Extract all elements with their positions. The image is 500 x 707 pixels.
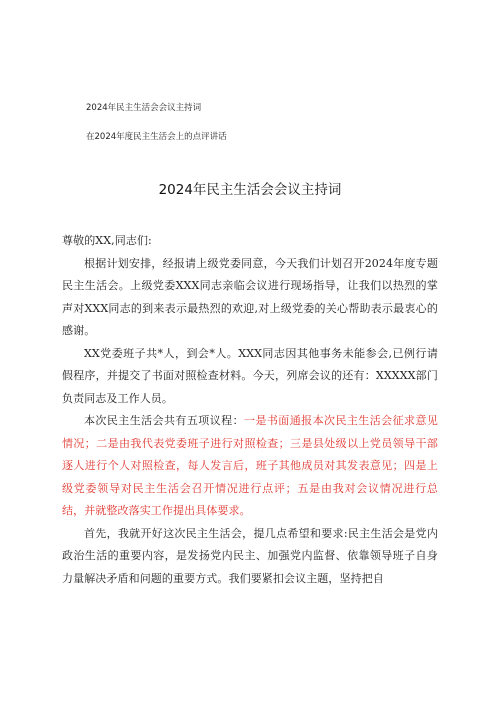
toc-item-1: 2024年民主生活会会议主持词 [86, 103, 202, 113]
document-title: 2024年民主生活会会议主持词 [158, 182, 342, 198]
toc-item-2: 在2024年度民主生活会上的点评讲话 [86, 132, 227, 142]
paragraph-2: XX党委班子共*人，到会*人。XXX同志因其他事务未能参会,已例行请假程序，并提交了书面对照检查材料。今天，列席会议的还有：XXXXX部门负责同志及工作人员。 [62, 346, 438, 405]
paragraph-3 [62, 410, 438, 523]
paragraph-4: 首先，我就开好这次民主生活会，提几点希望和要求:民主生活会是党内政治生活的重要内容，是发扬党内民主、加强党内监督、依靠领导班子自身力量解决矛盾和问题的重要方式。我们要紧扣会议主题，坚持把自 [62, 526, 438, 585]
agenda-items: 一是书面通报本次民主生活会征求意见情况；二是由我代表党委班子进行对照检查；三是县处级以上党员领导干部逐人进行个人对照检查，每人发言后，班子其他成员对其发表意见；四是上级党委领导对民主生活会召开情况进行点评；五是由我对会议情况进行总结，并就整改落实工作提出具体要求。 [62, 414, 438, 517]
document-body [62, 230, 438, 590]
agenda-lead: 本次民主生活会共有五项议程： [84, 414, 245, 427]
salutation: 尊敬的XX,同志们: [62, 234, 152, 247]
paragraph-1: 根据计划安排，经报请上级党委同意，今天我们计划召开2024年度专题民主生活会。上级党委XXX同志亲临会议进行现场指导，让我们以热烈的掌声对XXX同志的到来表示最热烈的欢迎,对上级党委的关心帮助表示最衷心的感谢。 [62, 256, 438, 337]
